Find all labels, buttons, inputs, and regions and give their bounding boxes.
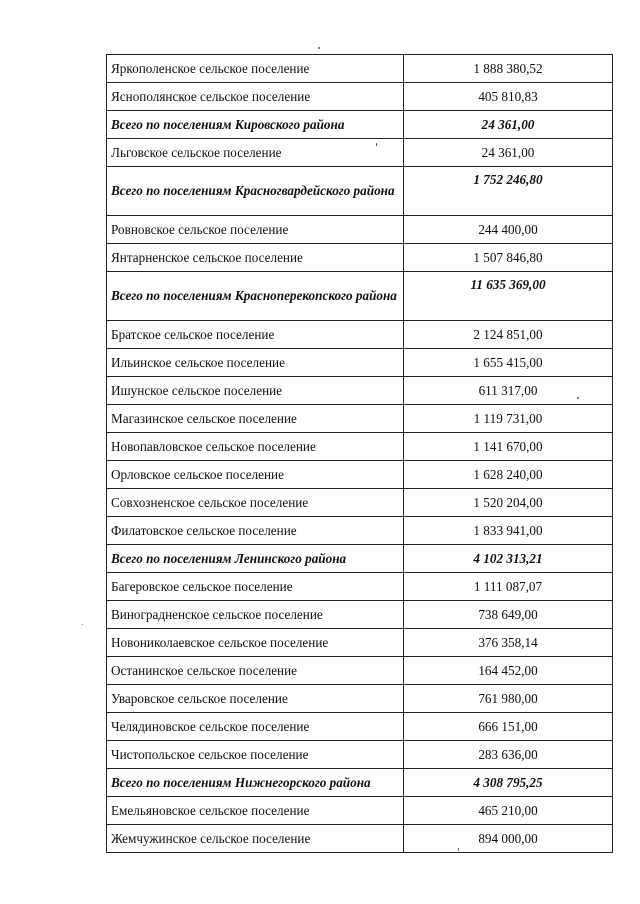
table-row [107,797,613,825]
table-row [107,461,613,489]
settlement-amount: 1 520 204,00 [404,489,613,517]
table-row [107,629,613,657]
scan-speck [318,47,320,49]
table-row [107,405,613,433]
table-row [107,244,613,272]
settlement-amount: 465 210,00 [404,797,613,825]
table-total-row [107,272,613,321]
settlement-amount: 283 636,00 [404,741,613,769]
settlement-name: Чистопольское сельское поселение [107,741,404,769]
table-row [107,433,613,461]
settlement-amount: 1 507 846,80 [404,244,613,272]
district-total-amount: 1 752 246,80 [404,167,613,216]
settlement-amount: 1 655 415,00 [404,349,613,377]
settlement-name: Багеровское сельское поселение [107,573,404,601]
district-total-label: Всего по поселениям Нижнегорского района [107,769,404,797]
district-total-label: Всего по поселениям Красногвардейского района [107,167,404,216]
settlement-name: Братское сельское поселение [107,321,404,349]
settlement-name: Филатовское сельское поселение [107,517,404,545]
settlement-name: Уваровское сельское поселение [107,685,404,713]
table-row [107,216,613,244]
settlement-name: Новопавловское сельское поселение [107,433,404,461]
settlement-amount: 1 833 941,00 [404,517,613,545]
table-total-row [107,545,613,573]
table-total-row [107,769,613,797]
settlement-name: Ровновское сельское поселение [107,216,404,244]
settlement-name: Льговское сельское поселение [107,139,404,167]
settlement-amount: 164 452,00 [404,657,613,685]
settlement-amount: 611 317,00 [404,377,613,405]
settlement-amount: 2 124 851,00 [404,321,613,349]
settlement-amount: 1 141 670,00 [404,433,613,461]
settlement-amount: 761 980,00 [404,685,613,713]
settlement-name: Янтарненское сельское поселение [107,244,404,272]
settlement-amount: 1 119 731,00 [404,405,613,433]
settlement-name: Совхозненское сельское поселение [107,489,404,517]
settlement-name: Емельяновское сельское поселение [107,797,404,825]
settlement-name: Яснополянское сельское поселение [107,83,404,111]
district-total-amount: 4 102 313,21 [404,545,613,573]
settlement-amount: 405 810,83 [404,83,613,111]
settlement-amount: 376 358,14 [404,629,613,657]
settlement-name: Останинское сельское поселение [107,657,404,685]
settlement-name: Яркополенское сельское поселение [107,55,404,83]
table-row [107,377,613,405]
settlement-amount: 1 111 087,07 [404,573,613,601]
settlement-amount: 24 361,00 [404,139,613,167]
district-total-label: Всего по поселениям Кировского района [107,111,404,139]
table-row [107,517,613,545]
table-row [107,139,613,167]
district-total-amount: 24 361,00 [404,111,613,139]
table-row [107,489,613,517]
table-row [107,349,613,377]
settlement-name: Жемчужинское сельское поселение [107,825,404,853]
table-row [107,713,613,741]
settlement-amount: 244 400,00 [404,216,613,244]
budget-table [106,54,613,853]
table-total-row [107,167,613,216]
district-total-amount: 4 308 795,25 [404,769,613,797]
table-row [107,83,613,111]
settlement-name: Челядиновское сельское поселение [107,713,404,741]
settlement-amount: 1 628 240,00 [404,461,613,489]
settlement-name: Орловское сельское поселение [107,461,404,489]
settlement-amount: 738 649,00 [404,601,613,629]
table-row [107,825,613,853]
settlement-amount: 1 888 380,52 [404,55,613,83]
district-total-label: Всего по поселениям Ленинского района [107,545,404,573]
table-row [107,601,613,629]
table-row [107,741,613,769]
settlement-name: Ильинское сельское поселение [107,349,404,377]
settlement-name: Магазинское сельское поселение [107,405,404,433]
district-total-label: Всего по поселениям Красноперекопского района [107,272,404,321]
settlement-amount: 666 151,00 [404,713,613,741]
scan-speck [82,624,83,625]
settlement-name: Ишунское сельское поселение [107,377,404,405]
table-row [107,573,613,601]
table-row [107,55,613,83]
settlement-name: Виноградненское сельское поселение [107,601,404,629]
district-total-amount: 11 635 369,00 [404,272,613,321]
settlement-amount: 894 000,00 [404,825,613,853]
budget-table-body [107,55,613,853]
table-row [107,657,613,685]
settlement-name: Новониколаевское сельское поселение [107,629,404,657]
table-row [107,321,613,349]
table-row [107,685,613,713]
table-total-row [107,111,613,139]
